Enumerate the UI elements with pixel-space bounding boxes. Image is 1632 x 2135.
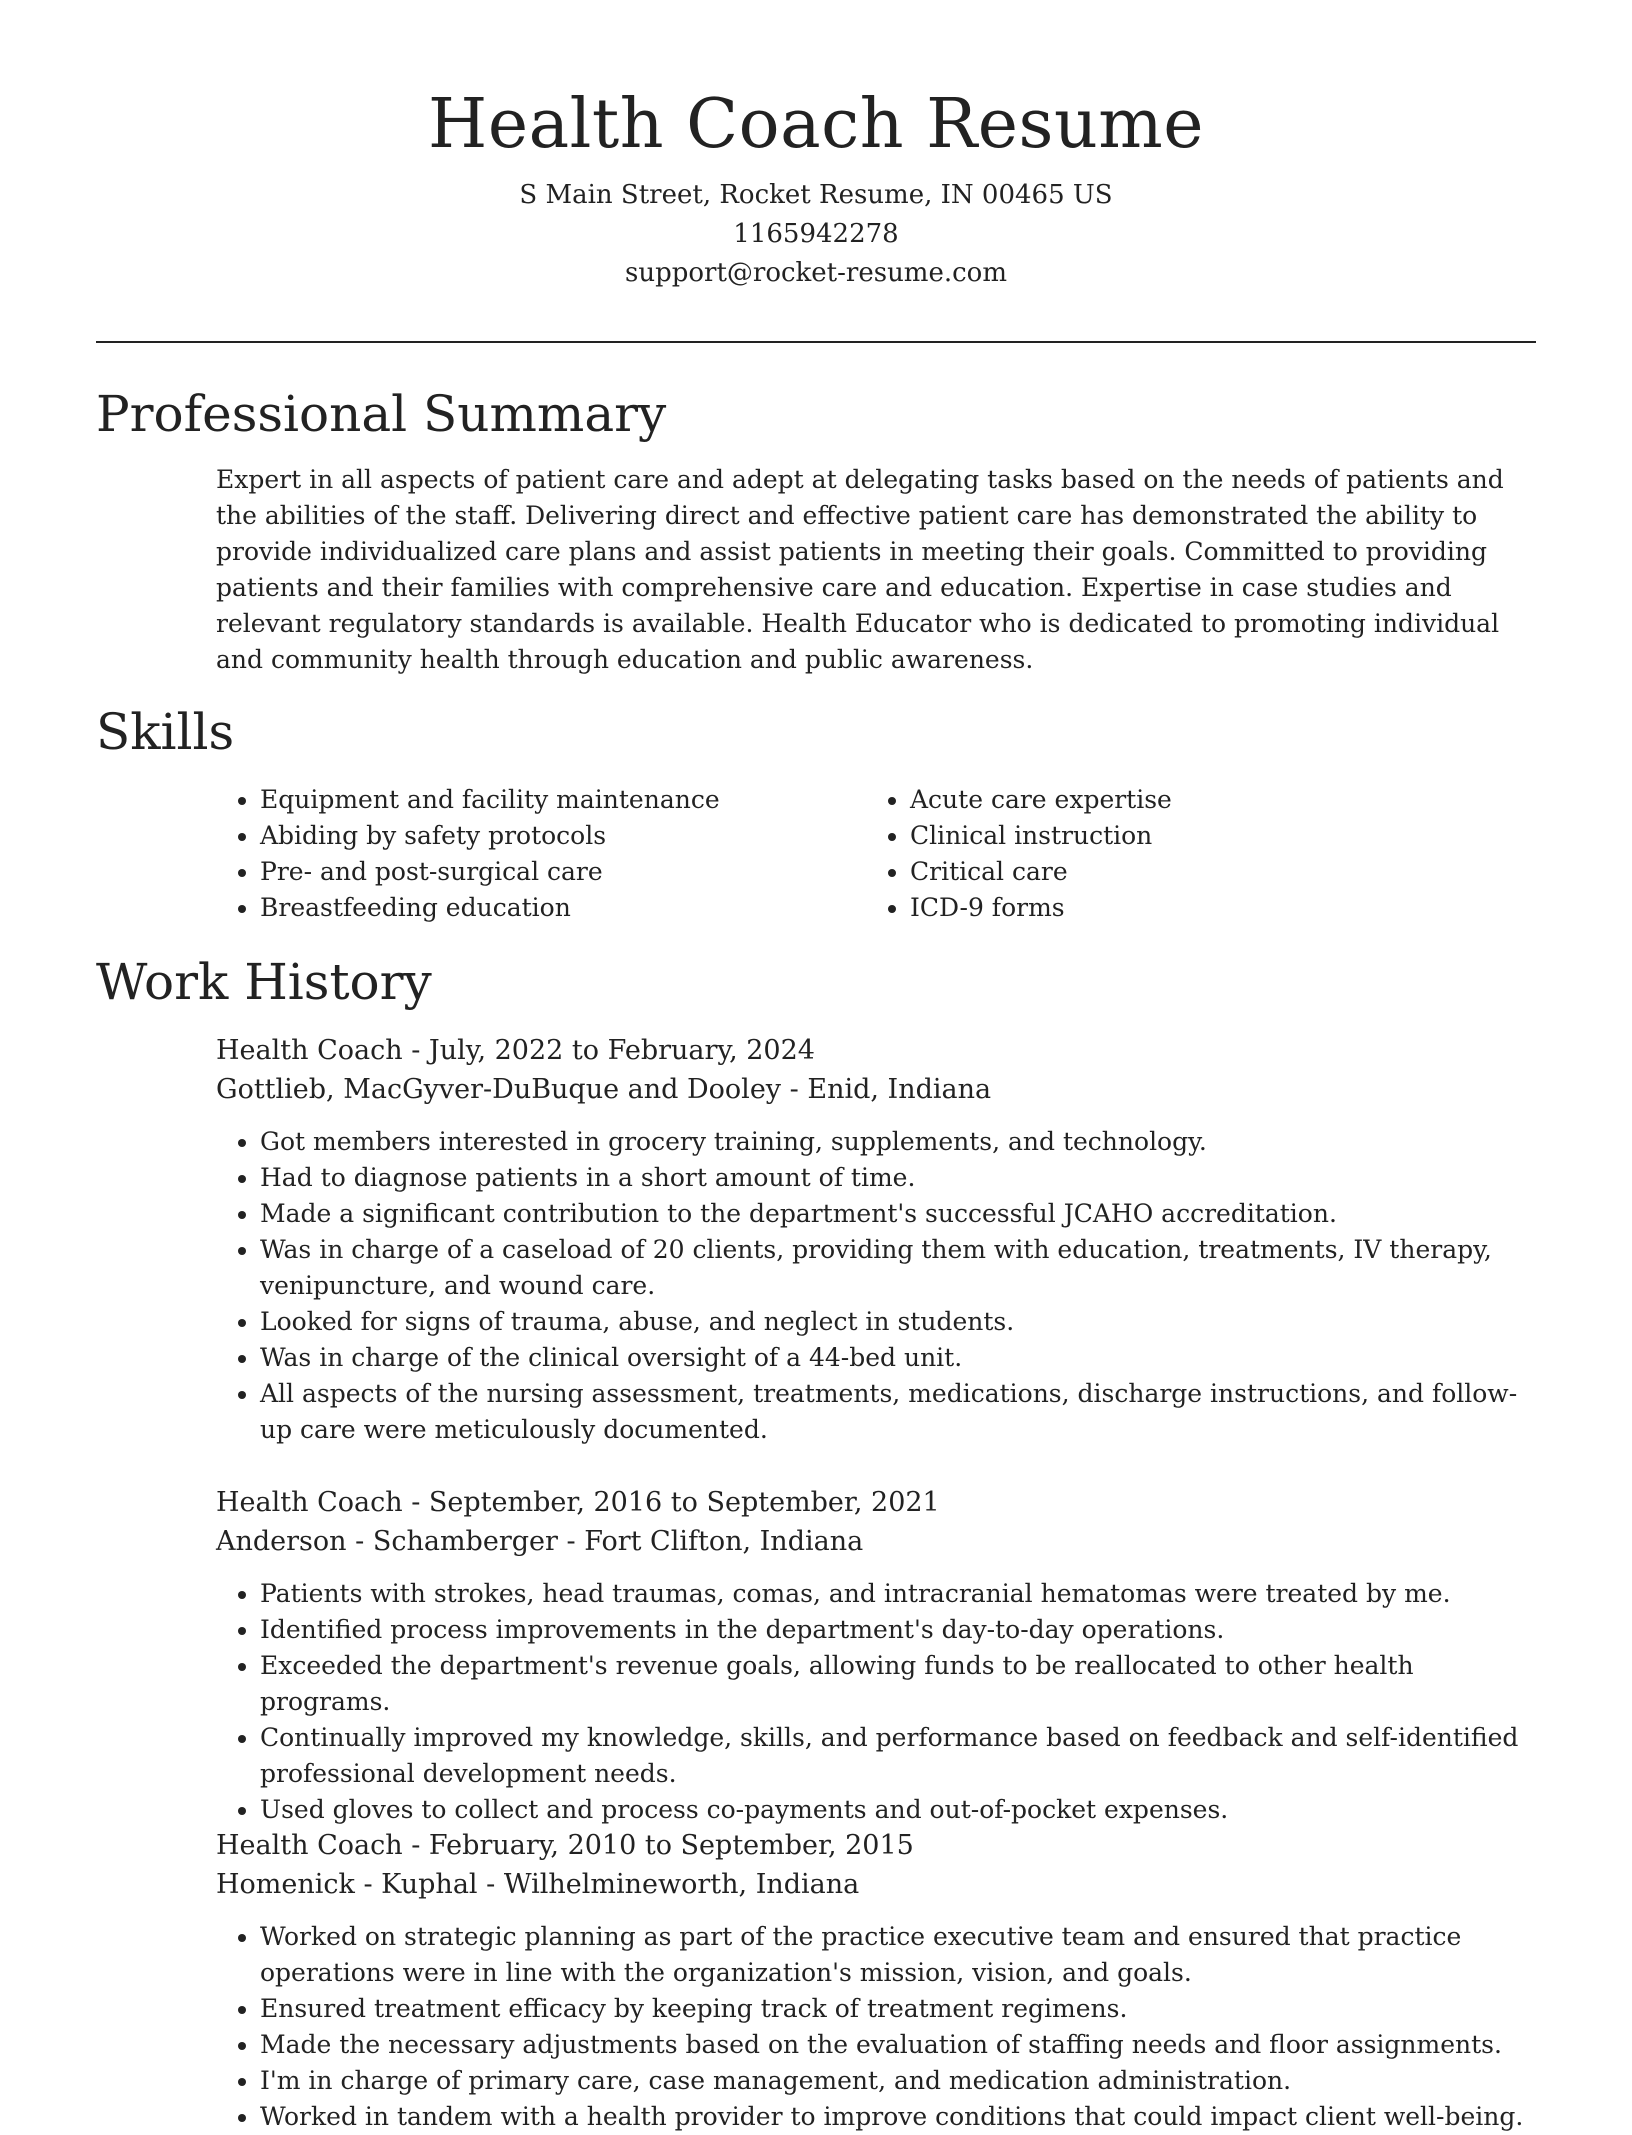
job-title-line [216,1483,1536,1522]
job-duty: • Got members interested in grocery training, supplements, and technology. [260,1124,1536,1160]
skills-column-right [866,782,1516,926]
job-dates: September, 2016 to September, 2021 [428,1487,940,1518]
job-duty: • Had to diagnose patients in a short amount of time. [260,1160,1536,1196]
resume-header [96,78,1536,293]
job-location: Wilhelmineworth, Indiana [503,1869,860,1900]
job-duty: • Used gloves to collect and process co-payments and out-of-pocket expenses. [260,1792,1536,1828]
job-duty: • Patients with strokes, head traumas, comas, and intracranial hematomas were treated by me. [260,1576,1536,1612]
skill-item: • Acute care expertise [910,782,1516,818]
job-duty: • Ensured treatment efficacy by keeping track of treatment regimens. [260,1991,1536,2027]
job-duty: • Was in charge of a caseload of 20 clients, providing them with education, treatments, IV therapy, venipuncture, and wound care. [260,1232,1536,1304]
job-title: Health Coach [216,1487,403,1518]
contact-address: S Main Street, Rocket Resume, IN 00465 US [519,180,1113,210]
job-entry [216,1826,1536,2135]
skill-item: • Equipment and facility maintenance [260,782,866,818]
contact-email: support@rocket-resume.com [624,258,1007,288]
job-duty: • Identified process improvements in the department's day-to-day operations. [260,1612,1536,1648]
job-dates: July, 2022 to February, 2024 [428,1035,815,1066]
skill-item: • Breastfeeding education [260,890,866,926]
resume-title: Health Coach Resume [428,85,1204,164]
job-company-line [216,1522,1536,1561]
job-location: Enid, Indiana [807,1074,992,1105]
job-dates: February, 2010 to September, 2015 [428,1830,914,1861]
header-divider [96,341,1536,343]
skill-item: • Pre- and post-surgical care [260,854,866,890]
job-duty: • All aspects of the nursing assessment, treatments, medications, discharge instructions, and follow-up care were meticulously documented. [260,1376,1536,1448]
job-entry [216,1031,1536,1448]
separator: - [411,1035,429,1066]
job-duties [216,1124,1536,1448]
job-company: Homenick - Kuphal [216,1869,478,1900]
job-company-line [216,1865,1536,1904]
separator: - [789,1074,808,1105]
job-title-line [216,1826,1536,1865]
job-duty: • Was in charge of the clinical oversight of a 44-bed unit. [260,1340,1536,1376]
summary-text: Expert in all aspects of patient care and adept at delegating tasks based on the needs of patients and the abilities of the staff. Delivering direct and effective patient care has demonstrated the ability to provide individualized care plans and assist patients in meeting their goals. Committed to providing patients and their families with comprehensive care and education. Expertise in case studies and relevant regulatory standards is available. Health Educator who is dedicated to promoting individual and community health through education and public awareness. [216,465,1504,674]
work-history-heading: Work History [96,953,432,1011]
job-duty: • Made a significant contribution to the department's successful JCAHO accreditation. [260,1196,1536,1232]
skill-item: • Clinical instruction [910,818,1516,854]
job-title: Health Coach [216,1035,403,1066]
job-company: Gottlieb, MacGyver-DuBuque and Dooley [216,1074,782,1105]
job-duty: • Looked for signs of trauma, abuse, and neglect in students. [260,1304,1536,1340]
job-entry [216,1483,1536,1828]
job-duties [216,1919,1536,2135]
contact-phone: 1165942278 [733,219,899,249]
job-company-line [216,1070,1536,1109]
job-duties [216,1576,1536,1828]
skills-heading: Skills [96,703,235,761]
separator: - [486,1869,504,1900]
job-duty: • Exceeded the department's revenue goals, allowing funds to be reallocated to other health programs. [260,1648,1536,1720]
separator: - [566,1526,585,1557]
skill-item: • ICD-9 forms [910,890,1516,926]
separator: - [411,1487,429,1518]
skill-item: • Critical care [910,854,1516,890]
job-duty: • Worked in tandem with a health provider to improve conditions that could impact client well-being. [260,2099,1536,2135]
job-title-line [216,1031,1536,1070]
job-duty: • Made the necessary adjustments based on the evaluation of staffing needs and floor assignments. [260,2027,1536,2063]
job-company: Anderson - Schamberger [216,1526,558,1557]
summary-heading: Professional Summary [96,385,667,443]
skills-list [216,782,1536,926]
job-title: Health Coach [216,1830,403,1861]
separator: - [411,1830,429,1861]
job-location: Fort Clifton, Indiana [584,1526,864,1557]
skills-column-left [216,782,866,926]
job-duty: • I'm in charge of primary care, case management, and medication administration. [260,2063,1536,2099]
job-duty: • Continually improved my knowledge, skills, and performance based on feedback and self-identified professional development needs. [260,1720,1536,1792]
job-duty: • Worked on strategic planning as part of the practice executive team and ensured that practice operations were in line with the organization's mission, vision, and goals. [260,1919,1536,1991]
skill-item: • Abiding by safety protocols [260,818,866,854]
